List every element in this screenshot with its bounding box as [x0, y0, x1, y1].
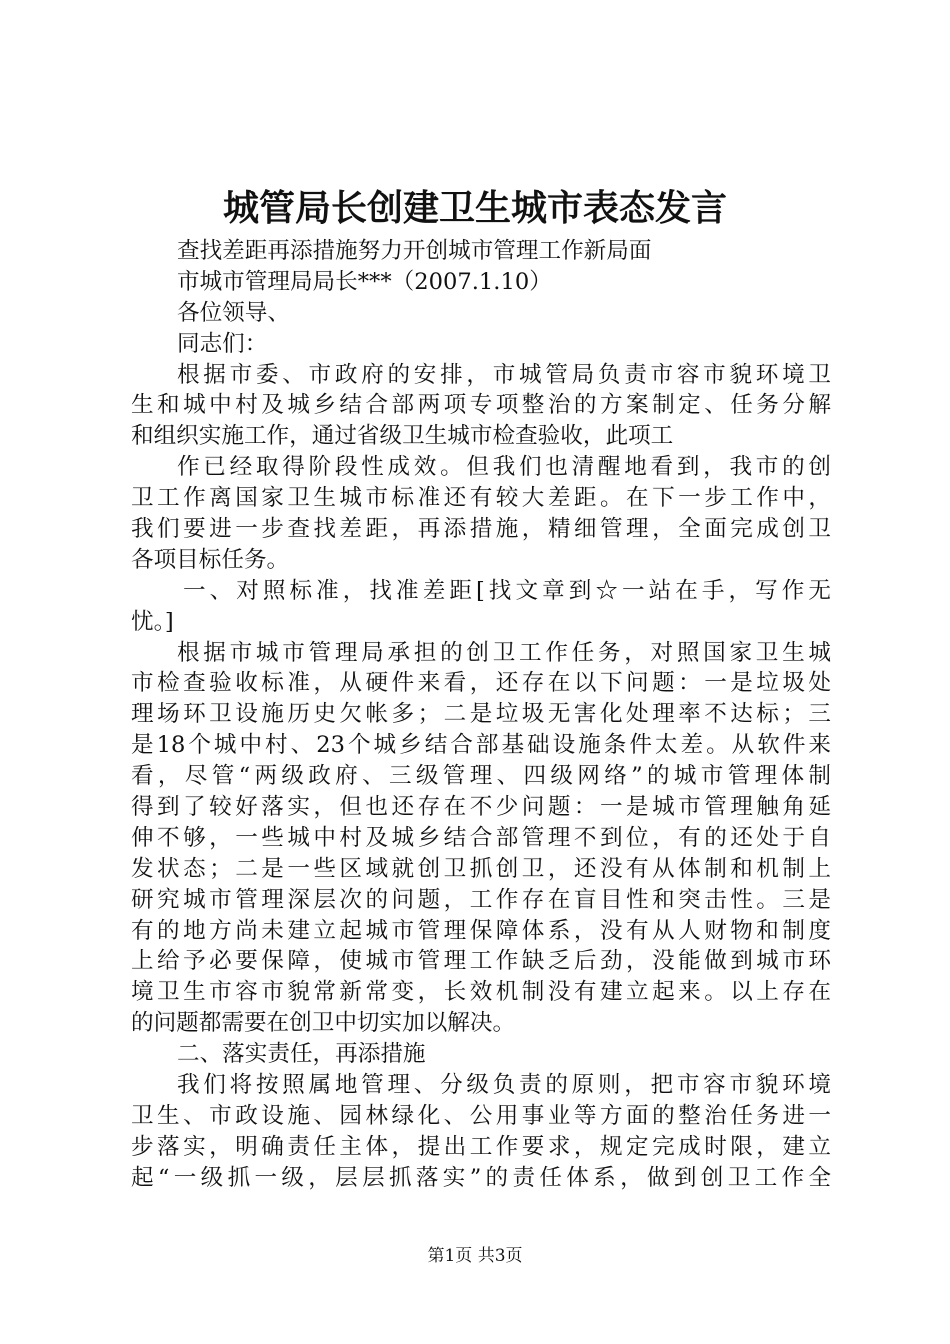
body-line: 的问题都需要在创卫中切实加以解决。 [131, 1010, 516, 1037]
body-line: 根据市委、市政府的安排，市城管局负责市容市貌环境卫 [177, 361, 831, 388]
body-line: 我们要进一步查找差距，再添措施，精细管理，全面完成创卫 [131, 516, 831, 543]
body-line: 根据市城市管理局承担的创卫工作任务，对照国家卫生城 [177, 639, 831, 666]
author-line: 市城市管理局局长***（2007.1.10） [177, 268, 552, 295]
document-title: 城管局长创建卫生城市表态发言 [222, 187, 727, 229]
section-heading: 二、落实责任，再添措施 [177, 1041, 426, 1068]
body-line: 忧。] [131, 608, 174, 635]
body-line: 得到了较好落实，但也还存在不少问题：一是城市管理触角延 [131, 794, 831, 821]
body-line: 起“一级抓一级，层层抓落实”的责任体系，做到创卫工作全 [131, 1164, 831, 1191]
body-line: 和组织实施工作，通过省级卫生城市检查验收，此项工 [131, 423, 674, 450]
body-line: 境卫生市容市貌常新常变，长效机制没有建立起来。以上存在 [131, 979, 831, 1006]
section-heading: 一、对照标准，找准差距[找文章到☆一站在手，写作无 [183, 577, 831, 604]
body-line: 理场环卫设施历史欠帐多；二是垃圾无害化处理率不达标；三 [131, 701, 831, 728]
body-line: 各项目标任务。 [131, 546, 290, 573]
document-body [131, 236, 831, 1194]
body-line: 作已经取得阶段性成效。但我们也清醒地看到，我市的创 [177, 454, 831, 481]
body-line: 是18个城中村、23个城乡结合部基础设施条件太差。从软件来 [131, 732, 831, 759]
page-number: 第1页 共3页 [427, 1246, 523, 1266]
body-line: 步落实，明确责任主体，提出工作要求，规定完成时限，建立 [131, 1133, 831, 1160]
body-line: 卫工作离国家卫生城市标准还有较大差距。在下一步工作中， [131, 485, 831, 512]
body-line: 上给予必要保障，使城市管理工作缺乏后劲，没能做到城市环 [131, 948, 831, 975]
body-line: 生和城中村及城乡结合部两项专项整治的方案制定、任务分解 [131, 392, 831, 419]
body-line: 研究城市管理深层次的问题，工作存在盲目性和突击性。三是 [131, 886, 831, 913]
body-line: 卫生、市政设施、园林绿化、公用事业等方面的整治任务进一 [131, 1102, 831, 1129]
body-line: 看，尽管“两级政府、三级管理、四级网络”的城市管理体制 [131, 763, 831, 790]
body-line: 有的地方尚未建立起城市管理保障体系，没有从人财物和制度 [131, 917, 831, 944]
subtitle-line: 查找差距再添措施努力开创城市管理工作新局面 [177, 238, 652, 264]
salutation-line: 各位领导、 [177, 299, 290, 326]
salutation-line: 同志们： [177, 330, 268, 357]
body-line: 我们将按照属地管理、分级负责的原则，把市容市貌环境 [177, 1072, 831, 1099]
body-line: 市检查验收标准，从硬件来看，还存在以下问题：一是垃圾处 [131, 670, 831, 697]
body-line: 发状态；二是一些区域就创卫抓创卫，还没有从体制和机制上 [131, 855, 831, 882]
body-line: 伸不够，一些城中村及城乡结合部管理不到位，有的还处于自 [131, 824, 831, 851]
